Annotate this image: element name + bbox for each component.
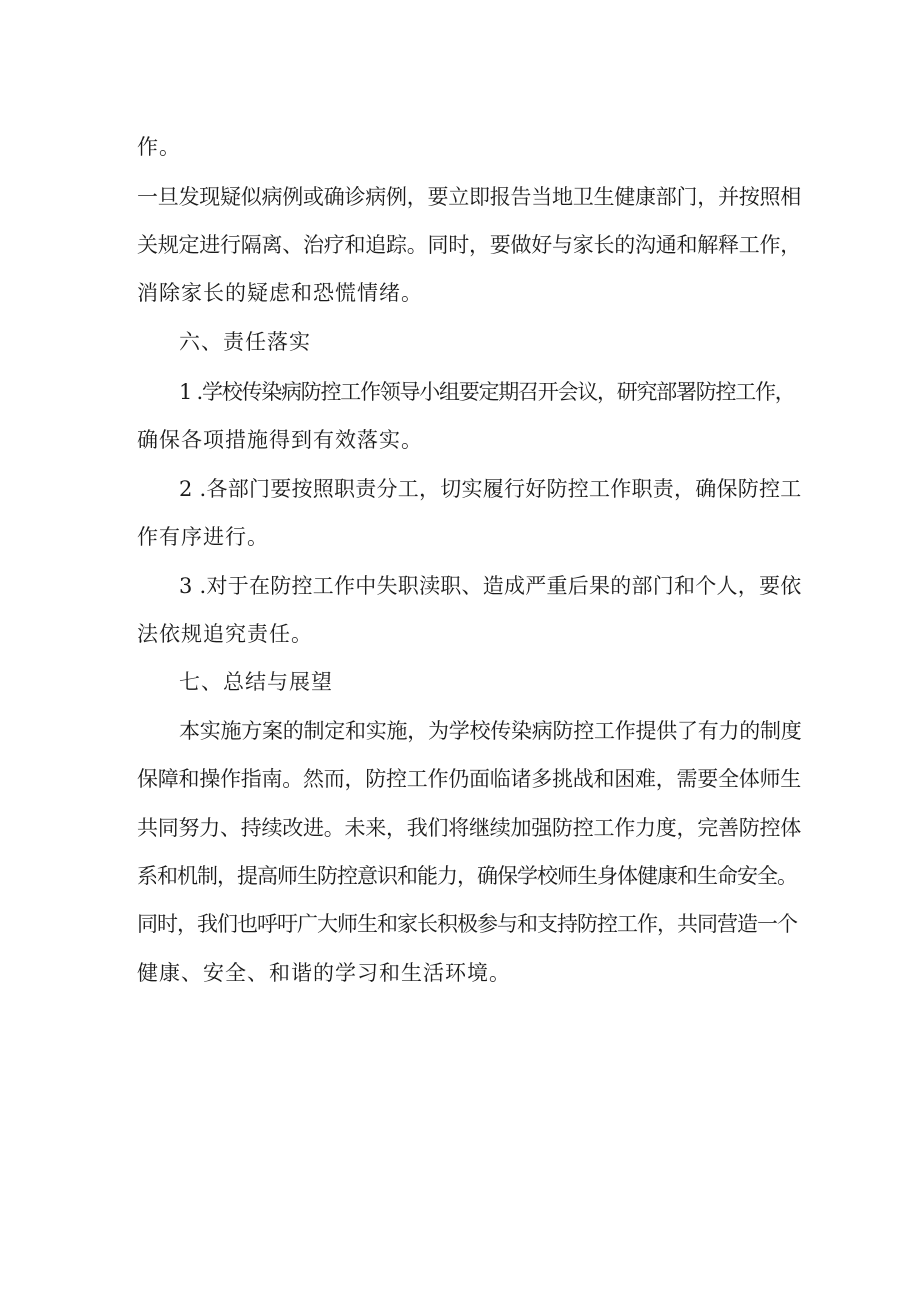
text-line: 系和机制，提高师生防控意识和能力，确保学校师生身体健康和生命安全。 [137, 864, 797, 888]
section-heading: 六、责任落实 [179, 330, 311, 354]
text-line: 同时，我们也呼吁广大师生和家长积极参与和支持防控工作，共同营造一个 [137, 912, 797, 936]
text-line: 1 .学校传染病防控工作领导小组要定期召开会议，研究部署防控工作， [179, 380, 795, 404]
section-heading: 七、总结与展望 [179, 670, 333, 694]
text-line: 2 .各部门要按照职责分工，切实履行好防控工作职责，确保防控工 [179, 477, 802, 501]
text-line: 本实施方案的制定和实施，为学校传染病防控工作提供了有力的制度 [179, 719, 802, 743]
text-line: 健康、安全、和谐的学习和生活环境。 [137, 961, 511, 985]
text-line: 关规定进行隔离、治疗和追踪。同时，要做好与家长的沟通和解释工作， [137, 233, 801, 257]
text-line: 消除家长的疑虑和恐慌情绪。 [137, 281, 423, 305]
text-line: 3 .对于在防控工作中失职渎职、造成严重后果的部门和个人，要依 [179, 574, 802, 598]
text-line: 共同努力、持续改进。未来，我们将继续加强防控工作力度，完善防控体 [137, 816, 801, 840]
text-line: 作。 [137, 135, 181, 159]
text-line: 作有序进行。 [137, 525, 269, 549]
text-line: 保障和操作指南。然而，防控工作仍面临诸多挑战和困难，需要全体师生 [137, 767, 801, 791]
text-line: 确保各项措施得到有效落实。 [137, 428, 423, 452]
text-line: 一旦发现疑似病例或确诊病例，要立即报告当地卫生健康部门，并按照相 [137, 185, 801, 209]
text-line: 法依规追究责任。 [137, 622, 313, 646]
